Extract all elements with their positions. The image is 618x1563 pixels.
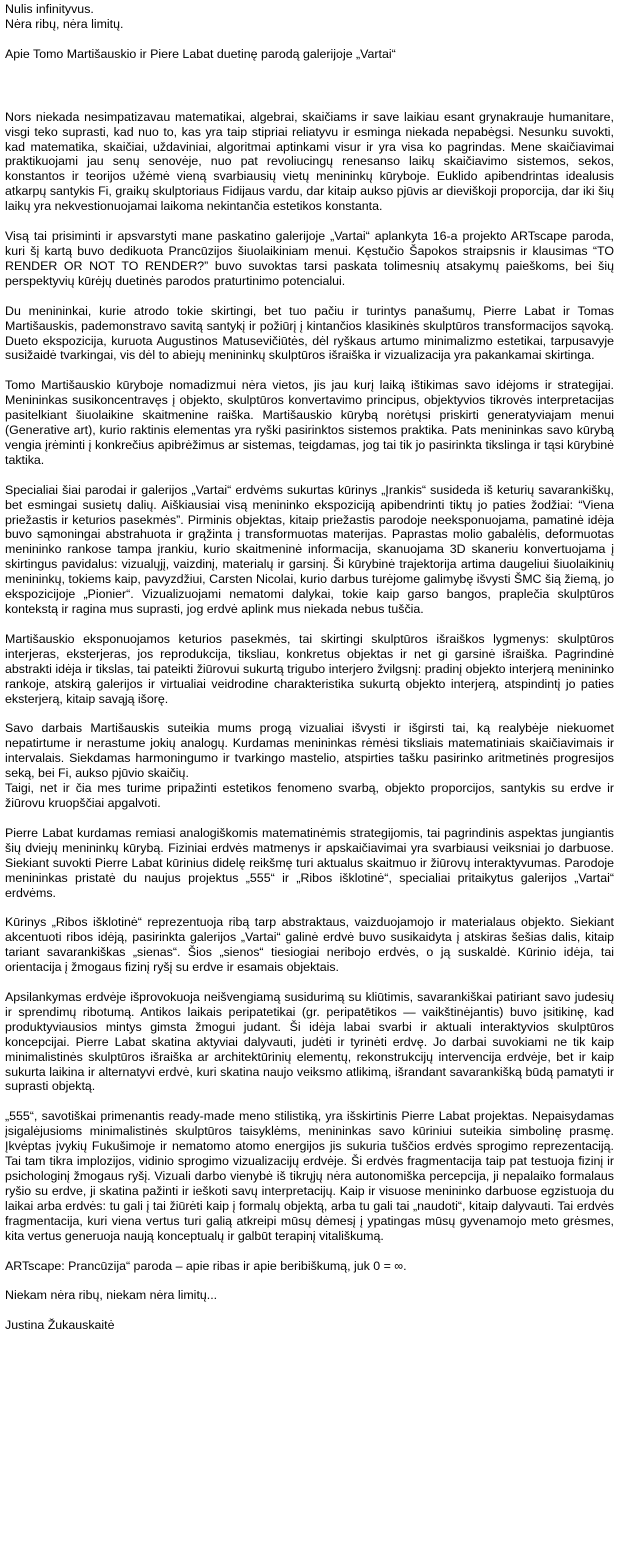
paragraph-11: Apsilankymas erdvėje išprovokuoja neišvengiamą susidurimą su kliūtimis, savarankiškai patiriant savo judesių ir sprendimų ribotumą. Antikos laikais peripatetikai (gr. peripatētikos — vaikštinėjantis) buvo įsitikinę, kad produktyviausios mintys gimsta žmogui judant. Ši idėja labai svarbi ir aktuali interaktyvios skulptūros koncepcijai. Pierre Labat skatina aktyviai dalyvauti, judėti ir tyrinėti erdvę. Jo darbai suvokiami ne tik kaip minimalistinės skulptūros išraiška ar architektūrinių elementų, rekonstrukcijų intervencija erdvėje, bet ir kaip sukurta laikina ir alternatyvi erdvė, kuri skatina naujo veiksmo atlikimą, išrandant savarankišką būdą pamatyti ir suprasti objektą. (5, 990, 614, 1094)
paragraph-7: Savo darbais Martišauskis suteikia mums progą vizualiai išvysti ir išgirsti tai, ką realybėje niekuomet nepatirtume ir nerastume jokių analogų. Kurdamas menininkas rėmėsi tiksliais matematiniais skaičiavimais ir intervalais. Siekdamas harmoningumo ir tvarkingo mastelio, atspirties tašku pasirinko aritmetinės progresijos seką, bei Fi, aukso pjūvio skaičių. (5, 721, 614, 781)
paragraph-3: Du menininkai, kurie atrodo tokie skirtingi, bet tuo pačiu ir turintys panašumų, Pierre Labat ir Tomas Martišauskis, pademonstravo savitą santykį ir požiūrį į kintančios klasikinės skulptūros transformacijos sąvoką. Dueto ekspozicija, kuruota Augustinos Matusevičiūtės, dėl ryškaus artumo minimalizmo estetikai, tarpusavyje susižaidė tvarkingai, vis dėl to abiejų menininkų skulptūros išraiška ir vizualizacija yra pakankamai skirtinga. (5, 303, 614, 363)
paragraph-5: Specialiai šiai parodai ir galerijos „Vartai“ erdvėms sukurtas kūrinys „Įrankis“ susideda iš keturių savarankiškų, bet esmingai susietų dalių. Aiškiausiai visą menininko ekspoziciją apibendrinti tiktų jo paties žodžiai: “Viena priežastis ir keturios pasekmės”. Pirminis objektas, kitaip priežastis parodoje neeksponuojama, pamatinė idėja buvo sąmoningai abstrahuota ir grąžinta į transformuotas materijas. Paprastas molio gabalėlis, deformuotas menininko rankose tampa įrankiu, kurio skaitmeninė informacija, skanuojama 3D skaneriu konvertuojama į skirtingus pavidalus: vizualųjį, vaizdinį, materialų ir garsinį. Ši kūrybinė trajektorija artima daugeliui šiuolaikinių menininkų, tokiems kaip, pavyzdžiui, Carsten Nicolai, kurio darbus turėjome galimybę išvysti ŠMC šią žiemą, jo ekspozicijoje „Pionier“. Vizualizuojami nematomi dalykai, tokie kaip garso bangos, praplečia skulptūros kontekstą ir ragina mus suprasti, jog erdvė aplink mus niekada nebus tuščia. (5, 482, 614, 616)
paragraph-8: Taigi, net ir čia mes turime pripažinti estetikos fenomeno svarbą, objekto proporcijos, santykis su erdve ir žiūrovu kruopščiai apgalvoti. (5, 781, 614, 810)
paragraph-1: Nors niekada nesimpatizavau matematikai, algebrai, skaičiams ir save laikiau esant grynakrauje humanitare, visgi teko suprasti, kad nuo to, kas yra taip stipriai reliatyvu ir esminga niekada nepabėgsi. Nesunku suvokti, kad matematika, skaičiai, uždaviniai, algoritmai aptinkami visur ir yra visa ko pagrindas. Mene skaičiavimai praktikuojami jau senų senovėje, nuo pat revoliucingų renesanso laikų skaičiavimo sistemos, sekos, konstantos ir teorijos užėmė vieną svarbiausių vietų menininkų kūryboje. Euklido apibendrintas idealusis atkarpų santykis Fi, graikų skulptoriaus Fidijaus vardu, dar kitaip aukso pjūvis ar dieviškoji proporcija, dar iki šių laikų yra nekvestionuojamai laikoma nekintančia estetikos konstanta. (5, 109, 614, 214)
paragraph-6: Martišauskio eksponuojamos keturios pasekmės, tai skirtingi skulptūros išraiškos lygmenys: skulptūros interjeras, eksterjeras, jos reprodukcija, tiksliau, konkretus objektas ir net gi garsinė išraiška. Pagrindinė abstrakti idėja ir tikslas, tai pateikti žiūrovui sukurtą trigubo interjero žvilgsnį: pradinį objekto interjerą menininko rankoje, atskirą galerijos ir virtualiai veidrodine charakteristika sukurtą objekto interjerą, atspindintį jo paties eksterjerą, kitaip savąją išorę. (5, 631, 614, 706)
paragraph-12: „555“, savotiškai primenantis ready-made meno stilistiką, yra išskirtinis Pierre Labat projektas. Nepaisydamas įsigalėjusioms minimalistinės skulptūros taisyklėms, menininkas savo kūriniui suteikia simbolinę prasmę. Įkvėptas įvykių Fukušimoje ir nematomo atomo energijos jis sukuria tuščios erdvės sprogimo reprezentaciją. Tai tam tikra implozijos, vidinio sprogimo vizualizacijų erdvėje. Ši erdvės fragmentacija taip pat testuoja fizinį ir psichologinį žmogaus ryšį. Vizuali darbo vienybė iš tikrųjų nėra autonomiška percepcija, ji nepalaiko formalaus ryšio su erdve, ji skatina pažinti ir ieškoti savų interpretacijų. Kaip ir visuose menininko darbuose egzistuoja du laikai arba erdvės: tu gali į tai žiūrėti kaip į formalų objektą, arba tu gali tai „naudoti“, kitaip dalyvauti. Tai erdvės fragmentacija, kuri viena vertus turi galią atkreipi mūsų dėmesį į ypatingas mūsų gyvenamojo meto grėsmes, kita vertus generuoja naują konceptualų ir galbūt terapinį vitališkumą. (5, 1109, 614, 1243)
paragraph-4: Tomo Martišauskio kūryboje nomadizmui nėra vietos, jis jau kurį laiką ištikimas savo idėjoms ir strategijai. Menininkas susikoncentravęs į objekto, skulptūros konvertavimo principus, objektyvios tikrovės interpretacijas pasitelkiant šiuolaikine skaitmenine raiška. Martišauskio kūrybą norėtųsi priskirti generatyviajam menui (Generative art), kurio raktinis elementas yra ryški pasirinktos sistemos praktika. Pats menininkas savo kūrybą vengia įrėminti į konkrečius apibrėžimus ar sistemas, teigdamas, jog tai tik jo pasirinkta tikslinga ir tąsi kūrybinė taktika. (5, 378, 614, 467)
article-subtitle: Apie Tomo Martišauskio ir Piere Labat duetinę parodą galerijoje „Vartai“ (5, 46, 396, 61)
closing-line-1: ARTscape: Prancūzija“ paroda – apie ribas ir apie beribiškumą, juk 0 = ∞. (5, 1258, 407, 1273)
header-line-1: Nulis infinityvus. (5, 2, 94, 16)
header-line-2: Nėra ribų, nėra limitų. (5, 16, 124, 31)
article-body (5, 110, 614, 1244)
paragraph-2: Visą tai prisiminti ir apsvarstyti mane paskatino galerijoje „Vartai“ aplankyta 16-a projekto ARTscape paroda, kuri šį kartą buvo dedikuota Prancūzijos šiuolaikiniam menui. Kęstučio Šapokos straipsnis ir klausimas “TO RENDER OR NOT TO RENDER?” buvo suvoktas tarsi paskata tolimesnių atsakymų paieškoms, bei šių perspektyvių kūrėjų duetinės parodos praturtinimo potencialui. (5, 229, 614, 288)
author-signature: Justina Žukauskaitė (5, 1318, 115, 1333)
paragraph-9: Pierre Labat kurdamas remiasi analogiškomis matematinėmis strategijomis, tai pagrindinis aspektas jungiantis šių dviejų menininkų kūrybą. Fiziniai erdvės matmenys ir apskaičiavimai yra svarbiausi veiksniai jo darbuose. Siekiant suvokti Pierre Labat kūrinius didelę reikšmę turi aktualus skaitmuo ir žiūrovų interaktyvumas. Parodoje menininkas pristatė du naujus projektus „555“ ir „Ribos išklotinė“, specialiai pritaikytus galerijos „Vartai“ erdvėms. (5, 825, 614, 900)
closing-line-2: Niekam nėra ribų, niekam nėra limitų... (5, 1288, 218, 1303)
paragraph-10: Kūrinys „Ribos išklotinė“ reprezentuoja ribą tarp abstraktaus, vaizduojamojo ir materialaus objekto. Siekiant akcentuoti ribos idėją, pasirinkta galerijos „Vartai“ galinė erdvė buvo susikaidyta į atskiras šešias dalis, kitaip tariant savarankiškas „sienas“. Šios „sienos“ tiesiogiai neribojo erdvės, o ją suskaldė. Kūrinio idėja, tai orientacija į žmogaus fizinį ryšį su erdve ir esamais objektais. (5, 915, 614, 975)
